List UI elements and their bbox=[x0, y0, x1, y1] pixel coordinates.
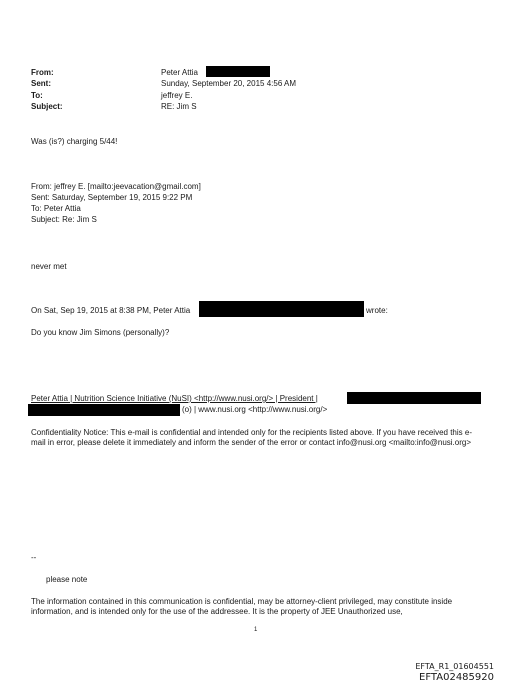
sent-value: Sunday, September 20, 2015 4:56 AM bbox=[161, 79, 297, 88]
sent-label: Sent: bbox=[31, 79, 51, 88]
confidentiality-notice: Confidentiality Notice: This e-mail is confidential and intended only for the recipients listed above. If you have received this e-mail in error, please delete it immediately and inform the sender of the error or contact info@nusi.org <mailto:info@nusi.org> bbox=[31, 428, 472, 447]
quoted-to: To: Peter Attia bbox=[31, 204, 81, 213]
redaction-box bbox=[199, 301, 364, 317]
redaction-box bbox=[206, 66, 270, 77]
question-text: Do you know Jim Simons (personally)? bbox=[31, 328, 170, 337]
to-value: jeffrey E. bbox=[161, 91, 193, 100]
reply-text: Was (is?) charging 5/44! bbox=[31, 137, 118, 146]
redaction-box bbox=[347, 392, 481, 404]
redaction-box bbox=[28, 404, 180, 416]
on-date-text: On Sat, Sep 19, 2015 at 8:38 PM, Peter Attia bbox=[31, 306, 191, 315]
page-number: 1 bbox=[254, 627, 258, 633]
please-note-text: please note bbox=[46, 575, 88, 584]
info-notice: The information contained in this communication is confidential, may be attorney-client privileged, may constitute inside information, and is intended only for the use of the addressee. It is the property of JEE Unauthorized use, bbox=[31, 597, 453, 616]
to-label: To: bbox=[31, 91, 43, 100]
signature-line-1: Peter Attia | Nutrition Science Initiative (NuSI) <http://www.nusi.org/> | President | bbox=[31, 394, 318, 403]
wrote-text: wrote: bbox=[366, 306, 388, 315]
subject-label: Subject: bbox=[31, 102, 63, 111]
separator-dashes: -- bbox=[31, 553, 37, 562]
footer-id-2: EFTA02485920 bbox=[419, 672, 494, 683]
signature-line-2: (o) | www.nusi.org <http://www.nusi.org/> bbox=[182, 405, 328, 414]
from-label: From: bbox=[31, 68, 54, 77]
quoted-sent: Sent: Saturday, September 19, 2015 9:22 PM bbox=[31, 193, 193, 202]
never-met-text: never met bbox=[31, 262, 67, 271]
from-value: Peter Attia bbox=[161, 68, 198, 77]
footer-id-1: EFTA_R1_01604551 bbox=[415, 662, 494, 671]
quoted-subject: Subject: Re: Jim S bbox=[31, 215, 97, 224]
quoted-from: From: jeffrey E. [mailto:jeevacation@gmail.com] bbox=[31, 182, 201, 191]
subject-value: RE: Jim S bbox=[161, 102, 197, 111]
